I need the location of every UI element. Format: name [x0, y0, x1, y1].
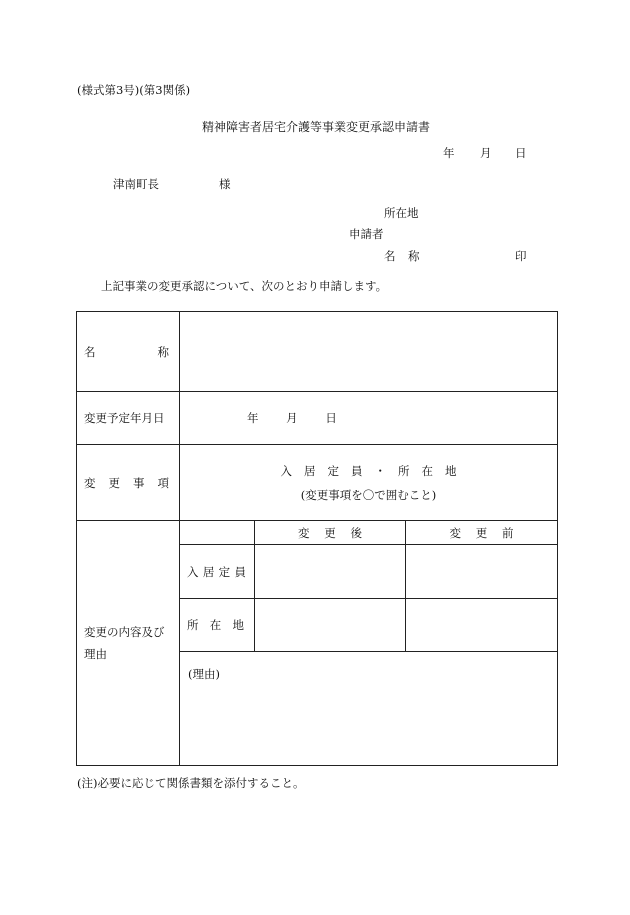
change-date-row [77, 392, 558, 445]
after-char: 後 [350, 525, 362, 540]
name-label-cell [77, 312, 180, 392]
before-char: 更 [475, 525, 488, 540]
change-items-char-2: 更 [108, 475, 120, 490]
option-char: 入 [280, 463, 292, 478]
change-items-char-1: 変 [84, 475, 96, 490]
change-date-value-cell[interactable] [180, 392, 558, 445]
after-header-cell [255, 521, 406, 545]
change-date-day: 日 [325, 411, 337, 426]
location-char: 所 [187, 617, 199, 632]
date-month-label: 月 [480, 146, 492, 160]
before-char: 前 [502, 525, 514, 540]
capacity-char: 入 [187, 564, 199, 579]
capacity-before-cell[interactable] [406, 545, 558, 598]
before-header-cell [406, 521, 558, 545]
date-day-label: 日 [515, 146, 527, 160]
capacity-label-cell [180, 545, 255, 598]
addressee-name: 津南町長 [113, 177, 159, 191]
after-char: 更 [324, 525, 336, 540]
location-after-cell[interactable] [255, 598, 406, 651]
capacity-char: 員 [234, 564, 246, 579]
reason-cell[interactable] [180, 651, 558, 765]
option-char: 所 [398, 463, 410, 478]
applicant-name-label-1: 名 [384, 249, 396, 263]
details-label-cell [77, 521, 180, 766]
change-items-note: (変更事項を〇で囲むこと) [300, 487, 437, 502]
intro-text: 上記事業の変更承認について、次のとおり申請します。 [101, 279, 388, 293]
option-char: 員 [351, 463, 363, 478]
before-char: 変 [449, 525, 461, 540]
option-char: 在 [421, 463, 433, 478]
change-items-char-4: 項 [157, 475, 169, 490]
name-row [77, 312, 558, 392]
date-year-label: 年 [443, 146, 455, 160]
capacity-char: 居 [202, 564, 215, 579]
name-value-cell[interactable] [180, 312, 558, 392]
details-label-line1: 変更の内容及び [84, 625, 165, 640]
applicant-name-label-2: 称 [408, 249, 420, 263]
option-char: 居 [304, 463, 316, 478]
name-label-2: 称 [157, 344, 169, 359]
footnote: (注)必要に応じて関係書類を添付すること。 [77, 776, 305, 790]
details-header-blank [180, 521, 255, 545]
change-date-year: 年 [247, 411, 259, 426]
change-items-options-cell[interactable] [180, 445, 558, 521]
option-separator: ・ [374, 463, 386, 478]
applicant-label: 申請者 [349, 227, 384, 241]
option-char: 地 [445, 463, 457, 478]
change-items-label-cell [77, 445, 180, 521]
change-items-char-3: 事 [133, 475, 145, 490]
seal-mark: 印 [515, 249, 527, 263]
location-char: 在 [209, 617, 222, 632]
details-label-line2: 理由 [84, 647, 107, 662]
applicant-address-label: 所在地 [384, 206, 419, 220]
after-char: 変 [298, 525, 310, 540]
reason-label: (理由) [188, 666, 220, 681]
addressee-honorific: 様 [219, 177, 231, 191]
form-table [76, 311, 558, 766]
location-before-cell[interactable] [406, 598, 558, 651]
location-label-cell [180, 598, 255, 651]
details-header-row [77, 521, 558, 545]
capacity-after-cell[interactable] [255, 545, 406, 598]
change-date-label: 変更予定年月日 [77, 392, 180, 445]
change-date-month: 月 [286, 411, 298, 426]
location-char: 地 [232, 617, 244, 632]
change-items-options [281, 463, 457, 479]
option-char: 定 [327, 463, 339, 478]
document-title: 精神障害者居宅介護等事業変更承認申請書 [202, 120, 431, 134]
capacity-char: 定 [218, 564, 231, 579]
form-number: (様式第3号)(第3関係) [77, 83, 191, 97]
change-items-row [77, 445, 558, 521]
name-label-1: 名 [84, 344, 96, 359]
